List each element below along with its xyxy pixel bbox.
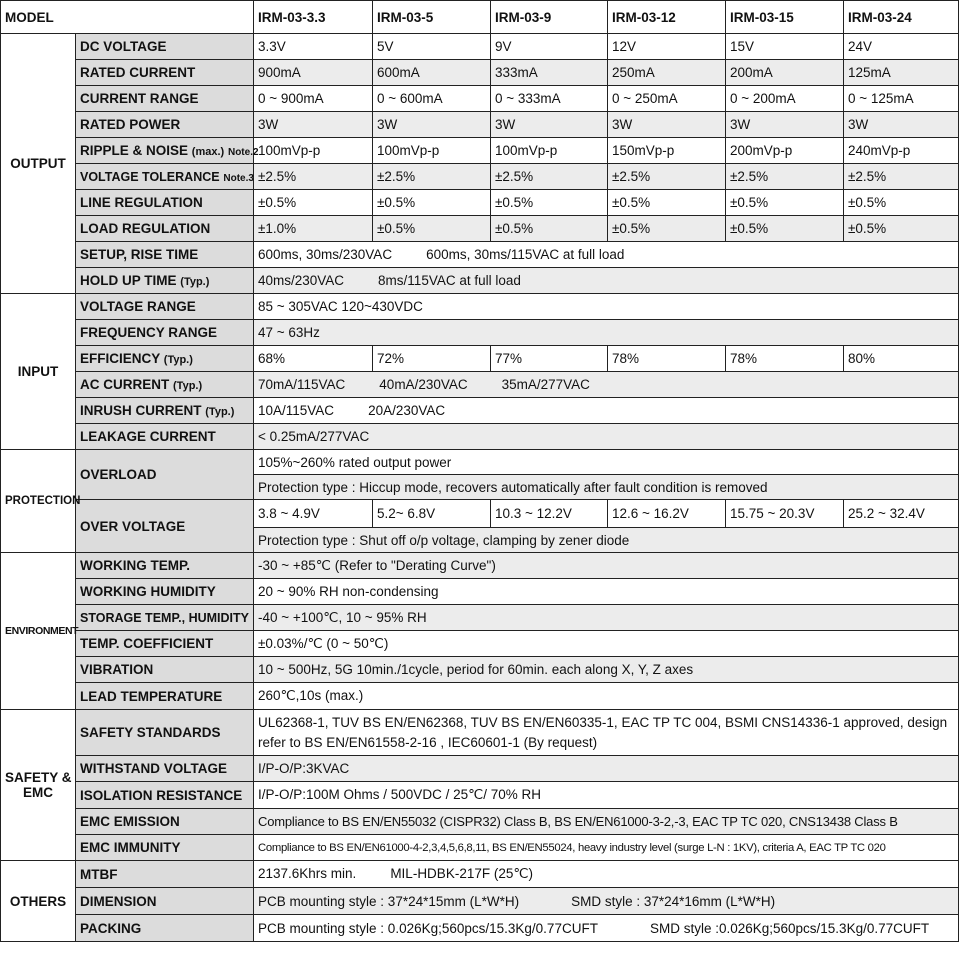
row-label: [76, 164, 254, 190]
cell: 200mA: [726, 60, 844, 86]
value-part: 600ms, 30ms/115VAC at full load: [426, 247, 625, 262]
cell: ±0.5%: [491, 216, 608, 242]
cell: 77%: [491, 346, 608, 372]
label-text: RIPPLE & NOISE: [80, 143, 189, 158]
cell: ±1.0%: [254, 216, 373, 242]
table-row: [1, 242, 959, 268]
table-row: [1, 138, 959, 164]
table-row: [1, 579, 959, 605]
cell: ±0.5%: [254, 190, 373, 216]
header-row: [1, 1, 959, 34]
model-header: MODEL: [1, 1, 254, 34]
row-label: TEMP. COEFFICIENT: [76, 631, 254, 657]
value-part: SMD style :0.026Kg;560pcs/15.3Kg/0.77CUFT: [649, 920, 930, 936]
group-environment: ENVIRONMENT: [1, 553, 76, 710]
table-row: [1, 34, 959, 60]
cell: ±2.5%: [254, 164, 373, 190]
cell: 85 ~ 305VAC 120~430VDC: [254, 294, 959, 320]
table-row: [1, 190, 959, 216]
group-output: OUTPUT: [1, 34, 76, 294]
label-sub: (max.): [191, 146, 225, 158]
row-label: DIMENSION: [76, 888, 254, 915]
cell: -40 ~ +100℃, 10 ~ 95% RH: [254, 605, 959, 631]
label-text: AC CURRENT: [80, 377, 170, 392]
cell: ±0.5%: [844, 216, 959, 242]
group-input: INPUT: [1, 294, 76, 450]
table-row: [1, 553, 959, 579]
cell: 0 ~ 333mA: [491, 86, 608, 112]
row-label: [76, 138, 259, 164]
row-label: EMC IMMUNITY: [76, 835, 254, 861]
value-part: 10A/115VAC: [258, 403, 335, 418]
value-part: 8ms/115VAC at full load: [378, 273, 521, 288]
row-label: WORKING TEMP.: [76, 553, 254, 579]
label-text: INRUSH CURRENT: [80, 403, 202, 418]
cell: UL62368-1, TUV BS EN/EN62368, TUV BS EN/EN60335-1, EAC TP TC 004, BSMI CNS14336-1 approved, design refer to BS EN/EN61558-2-16 , IEC60601-1 (By request): [254, 710, 959, 756]
row-label: WITHSTAND VOLTAGE: [76, 756, 254, 782]
cell: 200mVp-p: [726, 138, 844, 164]
cell: 333mA: [491, 60, 608, 86]
cell: 3W: [726, 112, 844, 138]
cell: [254, 372, 959, 398]
cell: 250mA: [608, 60, 726, 86]
cell: 0 ~ 900mA: [254, 86, 373, 112]
cell: 78%: [608, 346, 726, 372]
cell: ±2.5%: [726, 164, 844, 190]
cell: 3W: [254, 112, 373, 138]
cell: 0 ~ 600mA: [373, 86, 491, 112]
cell: ±0.5%: [608, 190, 726, 216]
cell: 5.2~ 6.8V: [373, 500, 491, 528]
cell: 100mVp-p: [491, 138, 608, 164]
cell: ±0.5%: [608, 216, 726, 242]
cell: [254, 242, 959, 268]
table-row: [1, 60, 959, 86]
row-label: SAFETY STANDARDS: [76, 710, 254, 756]
table-row: [1, 888, 959, 915]
cell: 78%: [726, 346, 844, 372]
table-row: [1, 294, 959, 320]
row-label: OVER VOLTAGE: [76, 500, 254, 553]
label-text: EFFICIENCY: [80, 351, 161, 366]
cell: 100mVp-p: [254, 138, 373, 164]
row-label: DC VOLTAGE: [76, 34, 254, 60]
cell: 3.3V: [254, 34, 373, 60]
table-row: [1, 500, 959, 528]
cell: ±2.5%: [373, 164, 491, 190]
cell: 10 ~ 500Hz, 5G 10min./1cycle, period for 60min. each along X, Y, Z axes: [254, 657, 959, 683]
cell: Compliance to BS EN/EN55032 (CISPR32) Class B, BS EN/EN61000-3-2,-3, EAC TP TC 020, CNS13438 Class B: [254, 809, 959, 835]
cell: [254, 398, 959, 424]
cell: 24V: [844, 34, 959, 60]
label-note: Note.3: [223, 173, 254, 184]
table-row: [1, 268, 959, 294]
value-part: 35mA/277VAC: [501, 377, 590, 392]
cell: < 0.25mA/277VAC: [254, 424, 959, 450]
cell: ±0.03%/℃ (0 ~ 50℃): [254, 631, 959, 657]
label-sub: (Typ.): [163, 354, 193, 366]
cell: 240mVp-p: [844, 138, 959, 164]
cell: 25.2 ~ 32.4V: [844, 500, 959, 528]
label-text: HOLD UP TIME: [80, 273, 177, 288]
value-part: 40ms/230VAC: [258, 273, 345, 288]
table-row: [1, 915, 959, 942]
row-label: RATED CURRENT: [76, 60, 254, 86]
row-label: [76, 268, 254, 294]
row-label: [76, 398, 254, 424]
value-part: PCB mounting style : 0.026Kg;560pcs/15.3Kg/0.77CUFT: [258, 920, 598, 936]
cell: 47 ~ 63Hz: [254, 320, 959, 346]
cell: Protection type : Shut off o/p voltage, clamping by zener diode: [254, 528, 959, 553]
cell: Compliance to BS EN/EN61000-4-2,3,4,5,6,8,11, BS EN/EN55024, heavy industry level (surge L-N : 1KV), criteria A, EAC TP TC 020: [254, 835, 959, 861]
cell: I/P-O/P:100M Ohms / 500VDC / 25℃/ 70% RH: [254, 782, 959, 809]
label-text: VOLTAGE TOLERANCE: [80, 170, 220, 184]
label-note: Note.2: [227, 147, 259, 158]
table-row: [1, 346, 959, 372]
table-row: [1, 631, 959, 657]
row-label: LINE REGULATION: [76, 190, 254, 216]
label-sub: (Typ.): [180, 276, 210, 288]
model-col-5: IRM-03-15: [726, 1, 844, 34]
cell: 72%: [373, 346, 491, 372]
cell: 3W: [844, 112, 959, 138]
row-label: VIBRATION: [76, 657, 254, 683]
row-label: [76, 372, 254, 398]
row-label: LEAD TEMPERATURE: [76, 683, 254, 710]
cell: 12V: [608, 34, 726, 60]
table-row: [1, 164, 959, 190]
value-part: 600ms, 30ms/230VAC: [258, 247, 393, 262]
row-label: WORKING HUMIDITY: [76, 579, 254, 605]
value-part: SMD style : 37*24*16mm (L*W*H): [571, 893, 776, 909]
cell: ±0.5%: [726, 216, 844, 242]
cell: ±0.5%: [491, 190, 608, 216]
row-label: ISOLATION RESISTANCE: [76, 782, 254, 809]
row-label: FREQUENCY RANGE: [76, 320, 254, 346]
cell: 0 ~ 125mA: [844, 86, 959, 112]
cell: 68%: [254, 346, 373, 372]
table-row: [1, 398, 959, 424]
value-part: MIL-HDBK-217F (25℃): [390, 866, 534, 881]
value-part: 20A/230VAC: [368, 403, 446, 418]
cell: [254, 915, 959, 942]
row-label: STORAGE TEMP., HUMIDITY: [76, 605, 254, 631]
cell: 600mA: [373, 60, 491, 86]
cell: ±2.5%: [608, 164, 726, 190]
cell: 5V: [373, 34, 491, 60]
cell: [254, 861, 959, 888]
cell: 150mVp-p: [608, 138, 726, 164]
cell: [254, 268, 959, 294]
cell: I/P-O/P:3KVAC: [254, 756, 959, 782]
table-row: [1, 861, 959, 888]
row-label: CURRENT RANGE: [76, 86, 254, 112]
table-row: [1, 835, 959, 861]
cell: ±2.5%: [844, 164, 959, 190]
cell: 15.75 ~ 20.3V: [726, 500, 844, 528]
cell: 0 ~ 200mA: [726, 86, 844, 112]
cell: 260℃,10s (max.): [254, 683, 959, 710]
row-label: SETUP, RISE TIME: [76, 242, 254, 268]
label-sub: (Typ.): [205, 406, 235, 418]
cell: 3W: [491, 112, 608, 138]
cell: 125mA: [844, 60, 959, 86]
cell: 3W: [373, 112, 491, 138]
group-others: OTHERS: [1, 861, 76, 942]
row-label: LEAKAGE CURRENT: [76, 424, 254, 450]
row-label: LOAD REGULATION: [76, 216, 254, 242]
cell: ±0.5%: [373, 190, 491, 216]
model-col-4: IRM-03-12: [608, 1, 726, 34]
cell: 9V: [491, 34, 608, 60]
cell: 10.3 ~ 12.2V: [491, 500, 608, 528]
model-col-1: IRM-03-3.3: [254, 1, 373, 34]
group-line: SAFETY &: [5, 770, 72, 785]
cell: -30 ~ +85℃ (Refer to "Derating Curve"): [254, 553, 959, 579]
cell: 20 ~ 90% RH non-condensing: [254, 579, 959, 605]
model-col-3: IRM-03-9: [491, 1, 608, 34]
table-row: [1, 657, 959, 683]
cell: 0 ~ 250mA: [608, 86, 726, 112]
row-label: VOLTAGE RANGE: [76, 294, 254, 320]
row-label: MTBF: [76, 861, 254, 888]
row-label: EMC EMISSION: [76, 809, 254, 835]
table-row: [1, 320, 959, 346]
cell: 15V: [726, 34, 844, 60]
value-part: PCB mounting style : 37*24*15mm (L*W*H): [258, 893, 520, 909]
table-row: [1, 756, 959, 782]
group-protection: PROTECTION: [1, 450, 76, 553]
row-label: OVERLOAD: [76, 450, 254, 500]
table-row: [1, 216, 959, 242]
cell: 12.6 ~ 16.2V: [608, 500, 726, 528]
cell: 900mA: [254, 60, 373, 86]
cell: ±0.5%: [373, 216, 491, 242]
row-label: RATED POWER: [76, 112, 254, 138]
table-row: [1, 710, 959, 756]
row-label: [76, 346, 254, 372]
cell: 3.8 ~ 4.9V: [254, 500, 373, 528]
cell: 100mVp-p: [373, 138, 491, 164]
model-col-2: IRM-03-5: [373, 1, 491, 34]
model-col-6: IRM-03-24: [844, 1, 959, 34]
cell: 3W: [608, 112, 726, 138]
row-label: PACKING: [76, 915, 254, 942]
value-part: 70mA/115VAC: [258, 377, 346, 392]
table-row: [1, 372, 959, 398]
table-row: [1, 809, 959, 835]
cell: 80%: [844, 346, 959, 372]
cell: Protection type : Hiccup mode, recovers automatically after fault condition is removed: [254, 475, 959, 500]
group-line: EMC: [23, 785, 53, 800]
value-part: 40mA/230VAC: [379, 377, 468, 392]
cell: ±2.5%: [491, 164, 608, 190]
group-safety: [1, 710, 76, 861]
cell: ±0.5%: [844, 190, 959, 216]
value-part: 2137.6Khrs min.: [258, 866, 357, 881]
table-row: [1, 605, 959, 631]
table-row: [1, 424, 959, 450]
table-row: [1, 683, 959, 710]
table-row: [1, 782, 959, 809]
table-row: [1, 450, 959, 475]
table-row: [1, 86, 959, 112]
table-row: [1, 112, 959, 138]
cell: 105%~260% rated output power: [254, 450, 959, 475]
cell: ±0.5%: [726, 190, 844, 216]
cell: [254, 888, 959, 915]
label-sub: (Typ.): [173, 380, 203, 392]
